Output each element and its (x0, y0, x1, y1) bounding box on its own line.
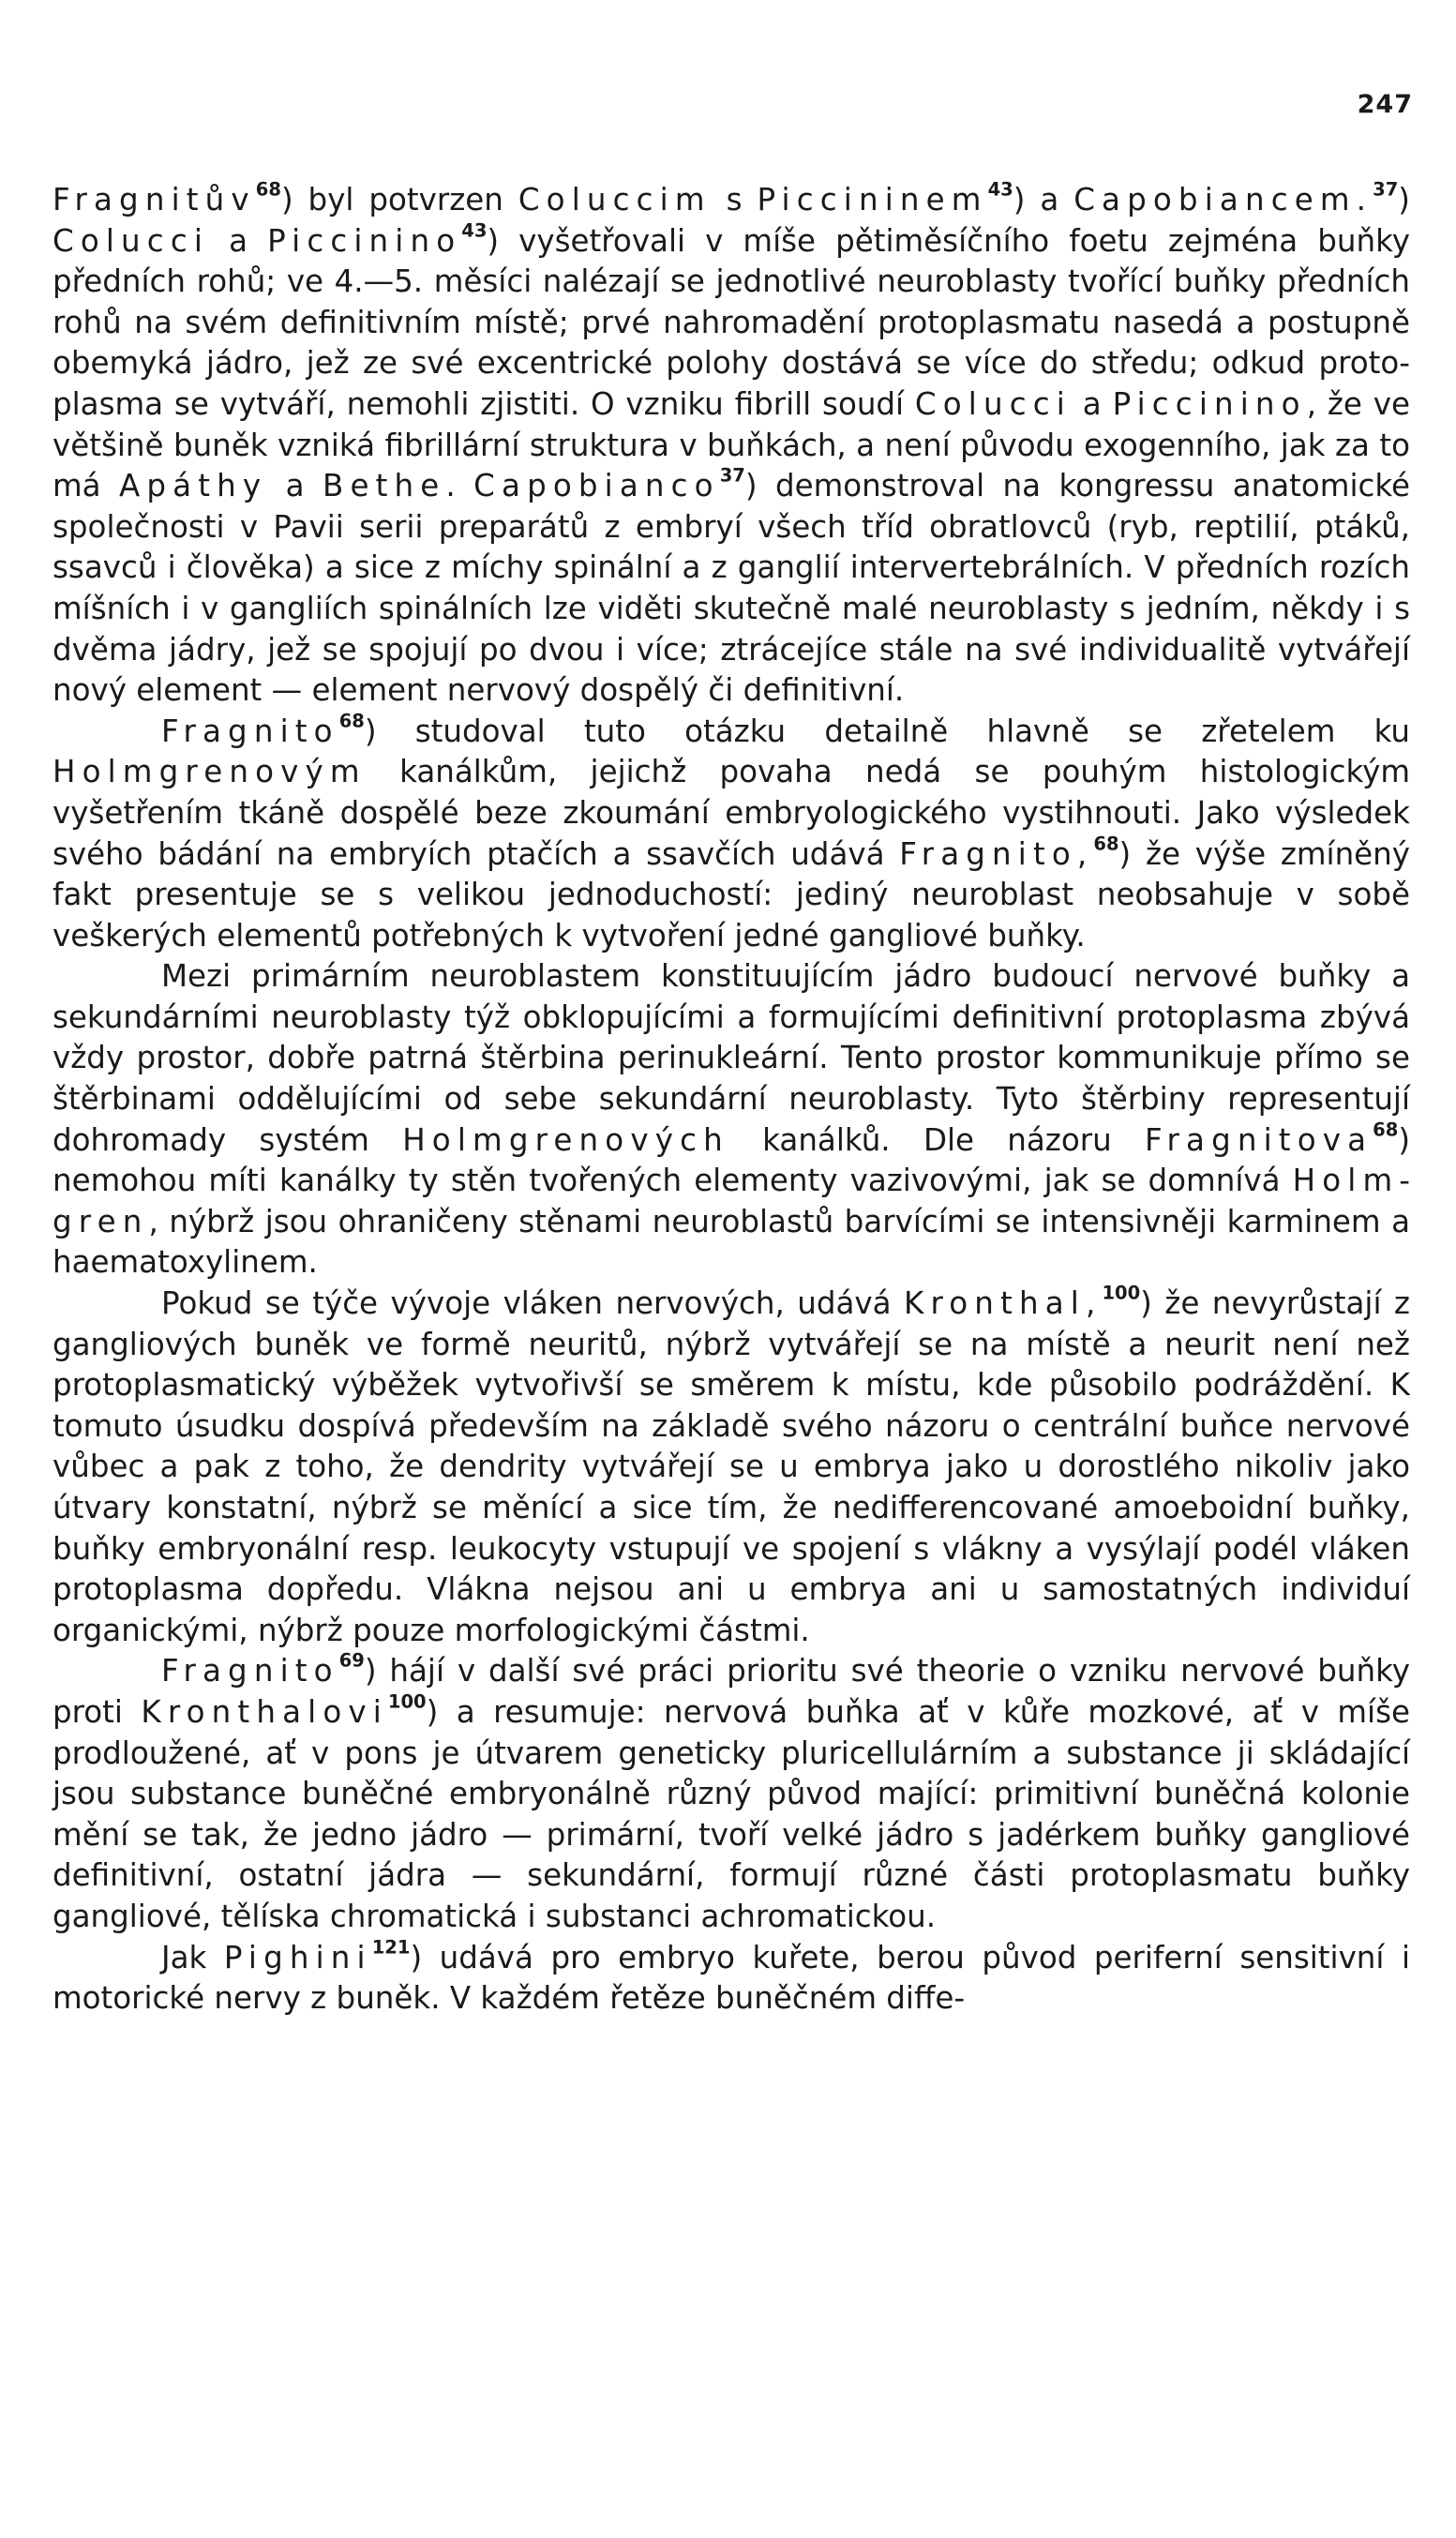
spaced-name: Bethe (323, 468, 446, 504)
footnote-reference: 68 (338, 710, 365, 732)
text-run: ) že výše zmíněný fakt presentuje se s velikou jednoduchostí: jediný neuroblast neobsahuje v sobě veškerých elementů potřebných k vytvoření jedné gangliové buňky. (53, 835, 1410, 954)
footnote-reference: 68 (1373, 1119, 1399, 1141)
spaced-name: Colucci (53, 222, 210, 259)
text-run: Jak (161, 1939, 224, 1975)
spaced-name: Fragnito (161, 1653, 339, 1689)
footnote-reference: 69 (338, 1649, 365, 1672)
text-run: ) byl potvrzen (280, 182, 518, 218)
paragraph (53, 1284, 1410, 1651)
spaced-name: Fragnitova (1145, 1121, 1373, 1158)
page-number: 247 (1357, 90, 1413, 119)
footnote-reference: 68 (1093, 832, 1119, 854)
spaced-name: Apáthy (119, 468, 268, 504)
spaced-name: Piccinino (267, 222, 462, 259)
text-run: ) že nevyrůstají z gangliových buněk ve formě neuritů, nýbrž vytvářejí se na místě a neurit není než protoplasmatický výběžek vytvořivší se směrem k místu, kde působilo podráždění. K tomuto úsudku dospívá především na základě svého názoru o centrální buňce nervové vůbec a pak z toho, že dendrity vytvářejí se u embrya jako u dorostlého nikoliv jako útvary konstatní, nýbrž se měnící a sice tím, že nedifferencované amoeboidní buňky, buňky embryonální resp. leukocyty vstupují ve spojení s vlákny a vysýlají podél vláken protoplasma dopředu. Vlákna nejsou ani u embrya ani u samostatných individuí organickými, nýbrž pouze morfologickými částmi. (53, 1285, 1410, 1648)
footnote-reference: 43 (987, 178, 1013, 201)
text-run: ) vyšetřovali v míše pětiměsíčního foetu zejména buňky předních rohů; ve 4.—5. měsíci nalézají se jednotlivé neuroblasty tvořící buňky předních rohů na svém definitivním místě; prvé nahromadění protoplasmatu nasedá a postupně obemyká jádro, jež ze své excentrické polohy dostává se více do středu; odkud protoplasma se vytváří, nemohli zjistiti. O vzniku fibrill soudí (53, 222, 1410, 422)
paragraph (53, 712, 1410, 957)
text-run: s (711, 182, 758, 218)
paragraph (53, 1651, 1410, 1937)
text-run: a (267, 468, 323, 504)
paragraph (53, 180, 1410, 712)
spaced-name: Fragnito, (899, 835, 1094, 872)
text-run: ) studoval tuto otázku detailně hlavně se zřetelem ku (364, 713, 1410, 749)
paragraph (53, 1935, 1410, 2020)
footnote-reference: 100 (387, 1690, 427, 1713)
spaced-name: Kronthalovi (141, 1693, 388, 1730)
spaced-name: Colucci (914, 385, 1072, 422)
spaced-name: Holmgrenových (402, 1121, 729, 1158)
spaced-name: Coluccim (518, 182, 712, 218)
text-run: , nýbrž jsou ohraničeny stěnami neuroblastů barvícími se intensivněji karminem a haematoxylinem. (53, 1203, 1410, 1281)
spaced-name: Kronthal, (904, 1285, 1103, 1322)
spaced-name: Capobiancem. (1073, 182, 1373, 218)
text-run: Pokud se týče vývoje vláken nervových, udává (161, 1285, 905, 1322)
text-run: ) demonstroval na kongressu anatomické společnosti v Pavii serii preparátů z embryí všech tříd obratlovců (ryb, reptilií, ptáků, ssavců i člověka) a sice z míchy spinální a z ganglií intervertebrálních. V předních rozích míšních i v gangliích spinálních lze viděti skutečně malé neuroblasty s jedním, někdy i s dvěma jádry, jež se spojují po dvou i více; ztrácejíce stále na své individualitě vytvářejí nový element — element nervový dospělý či definitivní. (53, 468, 1411, 709)
text-run: ) a (1013, 182, 1074, 218)
spaced-name: Piccinino (1112, 385, 1307, 422)
spaced-name: Capobianco (473, 468, 720, 504)
spaced-name: Holmgrenovým (53, 754, 367, 790)
text-run: a (1071, 385, 1113, 422)
text-run: Mezi primárním neuroblastem konstituujícím jádro budoucí nervové buňky a sekundárními neuroblasty týž obklopujícími a formujícími definitivní protoplasma zbývá vždy prostor, dobře patrná štěrbina perinukleární. Tento prostor kommunikuje přímo se štěrbinami oddělujícími od sebe sekundární neuroblasty. Tyto štěrbiny representují dohromady systém (53, 958, 1410, 1158)
footnote-reference: 37 (1373, 178, 1399, 201)
footnote-reference: 43 (461, 219, 488, 241)
spaced-name: Fragnitův (53, 182, 256, 218)
text-run: a (209, 222, 268, 259)
text-run: ) hájí v další své práci prioritu své theorie o vzniku nervové buňky proti (53, 1653, 1410, 1730)
spaced-name: Pighini (223, 1939, 372, 1975)
text-run: ) (1398, 182, 1410, 218)
footnote-reference: 100 (1102, 1282, 1141, 1304)
text-run: kanálkům, jejichž povaha nedá se pouhým histologickým vyšetřením tkáně dospělé beze zkoumání embryologického vystihnouti. Jako výsledek svého bádání na embryích ptačích a ssavčích udává (53, 754, 1410, 872)
footnote-reference: 68 (255, 178, 281, 201)
text-run: kanálků. Dle názoru (728, 1121, 1146, 1158)
footnote-reference: 121 (371, 1935, 411, 1958)
spaced-name: Holmgren (53, 1163, 1410, 1239)
text-run: ) a resumuje: nervová buňka ať v kůře mozkové, ať v míše prodloužené, ať v pons je útvarem geneticky pluricellulárním a substance ji skládající jsou substance buněčné embryonálně různý původ mající: primitivní buněčná kolonie mění se tak, že jedno jádro — primární, tvoří velké jádro s jadérkem buňky gangliové definitivní, ostatní jádra — sekundární, formují různé části protoplasmatu buňky gangliové, tělíska chromatická i substanci achromatickou. (53, 1693, 1410, 1934)
text-run: ) udává pro embryo kuřete, berou původ periferní sensitivní i motorické nervy z buněk. V každém řetěze buněčném diffe- (53, 1939, 1410, 2017)
body-text (53, 180, 1410, 2020)
paragraph (53, 956, 1410, 1284)
text-run: , že ve většině buněk vzniká fibrillární struktura v buňkách, a není původu exogenního, jak za to má (53, 385, 1410, 504)
text-run: ) nemohou míti kanálky ty stěn tvořených elementy vazivovými, jak se domnívá (53, 1121, 1410, 1199)
footnote-reference: 37 (719, 464, 745, 487)
spaced-name: Piccininem (757, 182, 988, 218)
spaced-name: Fragnito (161, 713, 339, 749)
text-run: . (445, 468, 474, 504)
